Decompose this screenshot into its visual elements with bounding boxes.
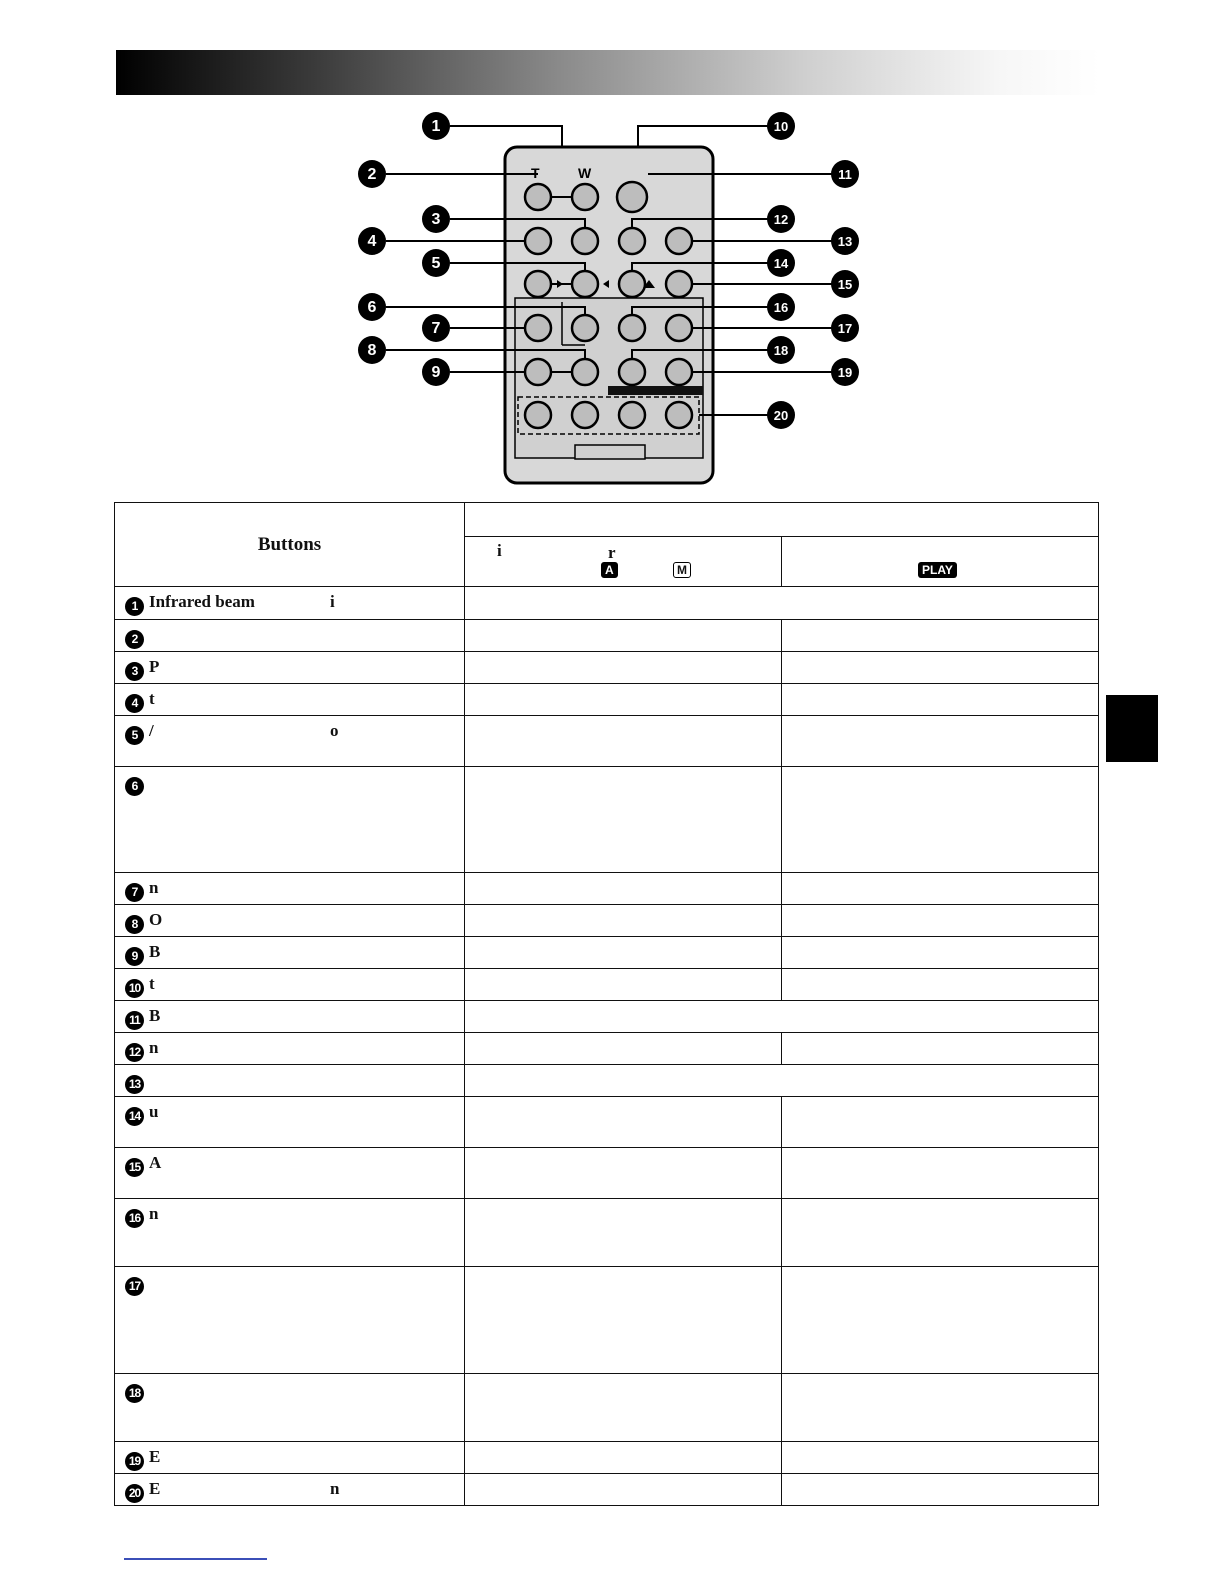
row-number-badge: 1 — [125, 597, 144, 616]
button-name-cell — [115, 969, 465, 1001]
button-name-cell — [115, 1097, 465, 1148]
record-function-cell — [465, 969, 782, 1001]
button-label-extra: n — [330, 1479, 340, 1498]
header-play-mode — [782, 537, 1099, 587]
callout-number-8: 8 — [367, 342, 377, 359]
play-function-cell — [782, 620, 1099, 652]
callout-number-1: 1 — [431, 118, 441, 135]
header-buttons: Buttons — [115, 503, 465, 587]
button-name-cell — [115, 937, 465, 969]
callout-number-7: 7 — [431, 320, 441, 337]
button-name-cell — [115, 905, 465, 937]
callout-number-3: 3 — [431, 211, 441, 228]
function-cell — [465, 1001, 1099, 1033]
button-name-cell — [115, 684, 465, 716]
record-function-cell — [465, 1097, 782, 1148]
remote-button-9b — [572, 359, 598, 385]
button-label-extra: i — [330, 592, 335, 611]
table-row — [115, 1097, 1099, 1148]
row-number-badge: 7 — [125, 883, 144, 902]
mode-manual-badge: M — [673, 562, 691, 578]
row-number-badge: 17 — [125, 1277, 144, 1296]
table-row — [115, 1199, 1099, 1267]
table-row — [115, 1033, 1099, 1065]
button-label: u — [149, 1102, 159, 1121]
record-function-cell — [465, 620, 782, 652]
button-name-cell — [115, 1065, 465, 1097]
play-function-cell — [782, 684, 1099, 716]
remote-button-20c — [619, 402, 645, 428]
callout-number-13: 13 — [837, 234, 853, 249]
table-row — [115, 684, 1099, 716]
callout-number-4: 4 — [367, 233, 377, 250]
remote-button-18 — [619, 359, 645, 385]
section-header-bar — [116, 50, 1100, 95]
record-function-cell — [465, 873, 782, 905]
button-name-cell — [115, 1001, 465, 1033]
row-number-badge: 12 — [125, 1043, 144, 1062]
button-name-cell — [115, 1267, 465, 1374]
callout-number-9: 9 — [431, 364, 441, 381]
table-row — [115, 1474, 1099, 1506]
button-label: E — [149, 1447, 161, 1466]
remote-dark-strip — [608, 386, 703, 395]
row-number-badge: 20 — [125, 1484, 144, 1503]
button-label: E — [149, 1479, 161, 1498]
button-name-cell — [115, 652, 465, 684]
record-function-cell — [465, 905, 782, 937]
button-label: O — [149, 910, 163, 929]
remote-button-9a — [525, 359, 551, 385]
table-row — [115, 1442, 1099, 1474]
row-number-badge: 5 — [125, 726, 144, 745]
side-index-tab — [1106, 695, 1158, 762]
remote-button-20b — [572, 402, 598, 428]
zoom-w-button — [572, 184, 598, 210]
play-function-cell — [782, 969, 1099, 1001]
button-label: n — [149, 1204, 159, 1223]
button-label: B — [149, 942, 161, 961]
table-row — [115, 1065, 1099, 1097]
remote-button-3 — [572, 228, 598, 254]
play-function-cell — [782, 1097, 1099, 1148]
button-name-cell — [115, 620, 465, 652]
table-row — [115, 905, 1099, 937]
remote-button-19 — [666, 359, 692, 385]
table-row — [115, 1001, 1099, 1033]
record-function-cell — [465, 937, 782, 969]
button-label: P — [149, 657, 160, 676]
row-number-badge: 15 — [125, 1158, 144, 1177]
button-label-extra: o — [330, 721, 339, 740]
row-number-badge: 6 — [125, 777, 144, 796]
play-function-cell — [782, 1374, 1099, 1442]
record-function-cell — [465, 1148, 782, 1199]
callout-number-20: 20 — [773, 408, 789, 423]
row-number-badge: 8 — [125, 915, 144, 934]
callout-number-18: 18 — [773, 343, 789, 358]
play-function-cell — [782, 873, 1099, 905]
mode-play-badge: PLAY — [918, 562, 957, 578]
remote-control-illustration — [300, 100, 920, 490]
table-row — [115, 1374, 1099, 1442]
record-function-cell — [465, 716, 782, 767]
table-row — [115, 969, 1099, 1001]
remote-button-20d — [666, 402, 692, 428]
remote-button-16 — [619, 315, 645, 341]
header-record-mode: i r A M — [465, 537, 782, 587]
button-name-cell — [115, 716, 465, 767]
play-function-cell — [782, 1148, 1099, 1199]
button-name-cell — [115, 1474, 465, 1506]
record-function-cell — [465, 684, 782, 716]
play-function-cell — [782, 652, 1099, 684]
remote-button-14 — [619, 271, 645, 297]
remote-button-6 — [572, 315, 598, 341]
button-label: / — [149, 721, 154, 740]
row-number-badge: 10 — [125, 979, 144, 998]
play-function-cell — [782, 1199, 1099, 1267]
remote-button-4 — [525, 228, 551, 254]
play-function-cell — [782, 905, 1099, 937]
button-label: t — [149, 689, 155, 708]
record-function-cell — [465, 1442, 782, 1474]
callout-number-12: 12 — [773, 212, 789, 227]
table-row — [115, 587, 1099, 620]
zoom-w-label: W — [578, 165, 592, 181]
play-function-cell — [782, 1033, 1099, 1065]
button-name-cell — [115, 767, 465, 873]
row-number-badge: 11 — [125, 1011, 144, 1030]
remote-button-12 — [619, 228, 645, 254]
row-number-badge: 14 — [125, 1107, 144, 1126]
record-function-cell — [465, 1267, 782, 1374]
play-function-cell — [782, 716, 1099, 767]
record-function-cell — [465, 1199, 782, 1267]
table-row — [115, 1148, 1099, 1199]
button-label: t — [149, 974, 155, 993]
callout-number-15: 15 — [837, 277, 853, 292]
button-name-cell — [115, 1199, 465, 1267]
button-name-cell — [115, 1033, 465, 1065]
button-name-cell — [115, 1442, 465, 1474]
record-function-cell — [465, 1374, 782, 1442]
remote-button-20a — [525, 402, 551, 428]
header-functions — [465, 503, 1099, 537]
function-cell — [465, 1065, 1099, 1097]
row-number-badge: 9 — [125, 947, 144, 966]
button-label: B — [149, 1006, 161, 1025]
button-name-cell — [115, 873, 465, 905]
table-row — [115, 1267, 1099, 1374]
remote-button-13 — [666, 228, 692, 254]
remote-button-17 — [666, 315, 692, 341]
table-row — [115, 873, 1099, 905]
zoom-t-label: T — [531, 165, 540, 181]
table-row — [115, 937, 1099, 969]
record-function-cell — [465, 652, 782, 684]
button-label: A — [149, 1153, 162, 1172]
play-function-cell — [782, 1474, 1099, 1506]
button-name-cell — [115, 1148, 465, 1199]
play-function-cell — [782, 1267, 1099, 1374]
callout-number-10: 10 — [773, 119, 789, 134]
remote-button-5a — [525, 271, 551, 297]
button-label: Infrared beam — [149, 592, 255, 611]
zoom-t-button — [525, 184, 551, 210]
play-function-cell — [782, 1442, 1099, 1474]
remote-button-7 — [525, 315, 551, 341]
button-name-cell — [115, 1374, 465, 1442]
callout-number-2: 2 — [367, 166, 377, 183]
table-row — [115, 767, 1099, 873]
row-number-badge: 13 — [125, 1075, 144, 1094]
row-number-badge: 4 — [125, 694, 144, 713]
callout-number-6: 6 — [367, 299, 377, 316]
row-number-badge: 18 — [125, 1384, 144, 1403]
callout-number-14: 14 — [773, 256, 789, 271]
button-label: n — [149, 878, 159, 897]
button-label: n — [149, 1038, 159, 1057]
play-function-cell — [782, 767, 1099, 873]
row-number-badge: 2 — [125, 630, 144, 649]
footer-link-underline — [124, 1558, 267, 1560]
function-cell — [465, 587, 1099, 620]
row-number-badge: 19 — [125, 1452, 144, 1471]
row-number-badge: 16 — [125, 1209, 144, 1228]
callout-number-5: 5 — [431, 255, 441, 272]
record-function-cell — [465, 767, 782, 873]
table-row — [115, 716, 1099, 767]
record-function-cell — [465, 1474, 782, 1506]
mode-auto-badge: A — [601, 562, 618, 578]
row-number-badge: 3 — [125, 662, 144, 681]
remote-button-5b — [572, 271, 598, 297]
record-function-cell — [465, 1033, 782, 1065]
callout-number-11: 11 — [838, 167, 852, 182]
callout-number-17: 17 — [837, 321, 853, 336]
table-row — [115, 652, 1099, 684]
callout-number-16: 16 — [773, 300, 789, 315]
play-function-cell — [782, 937, 1099, 969]
remote-battery-slot — [575, 445, 645, 459]
button-name-cell — [115, 587, 465, 620]
start-stop-button — [617, 182, 647, 212]
remote-button-15 — [666, 271, 692, 297]
table-row — [115, 620, 1099, 652]
buttons-table — [114, 502, 1099, 1506]
callout-number-19: 19 — [837, 365, 853, 380]
